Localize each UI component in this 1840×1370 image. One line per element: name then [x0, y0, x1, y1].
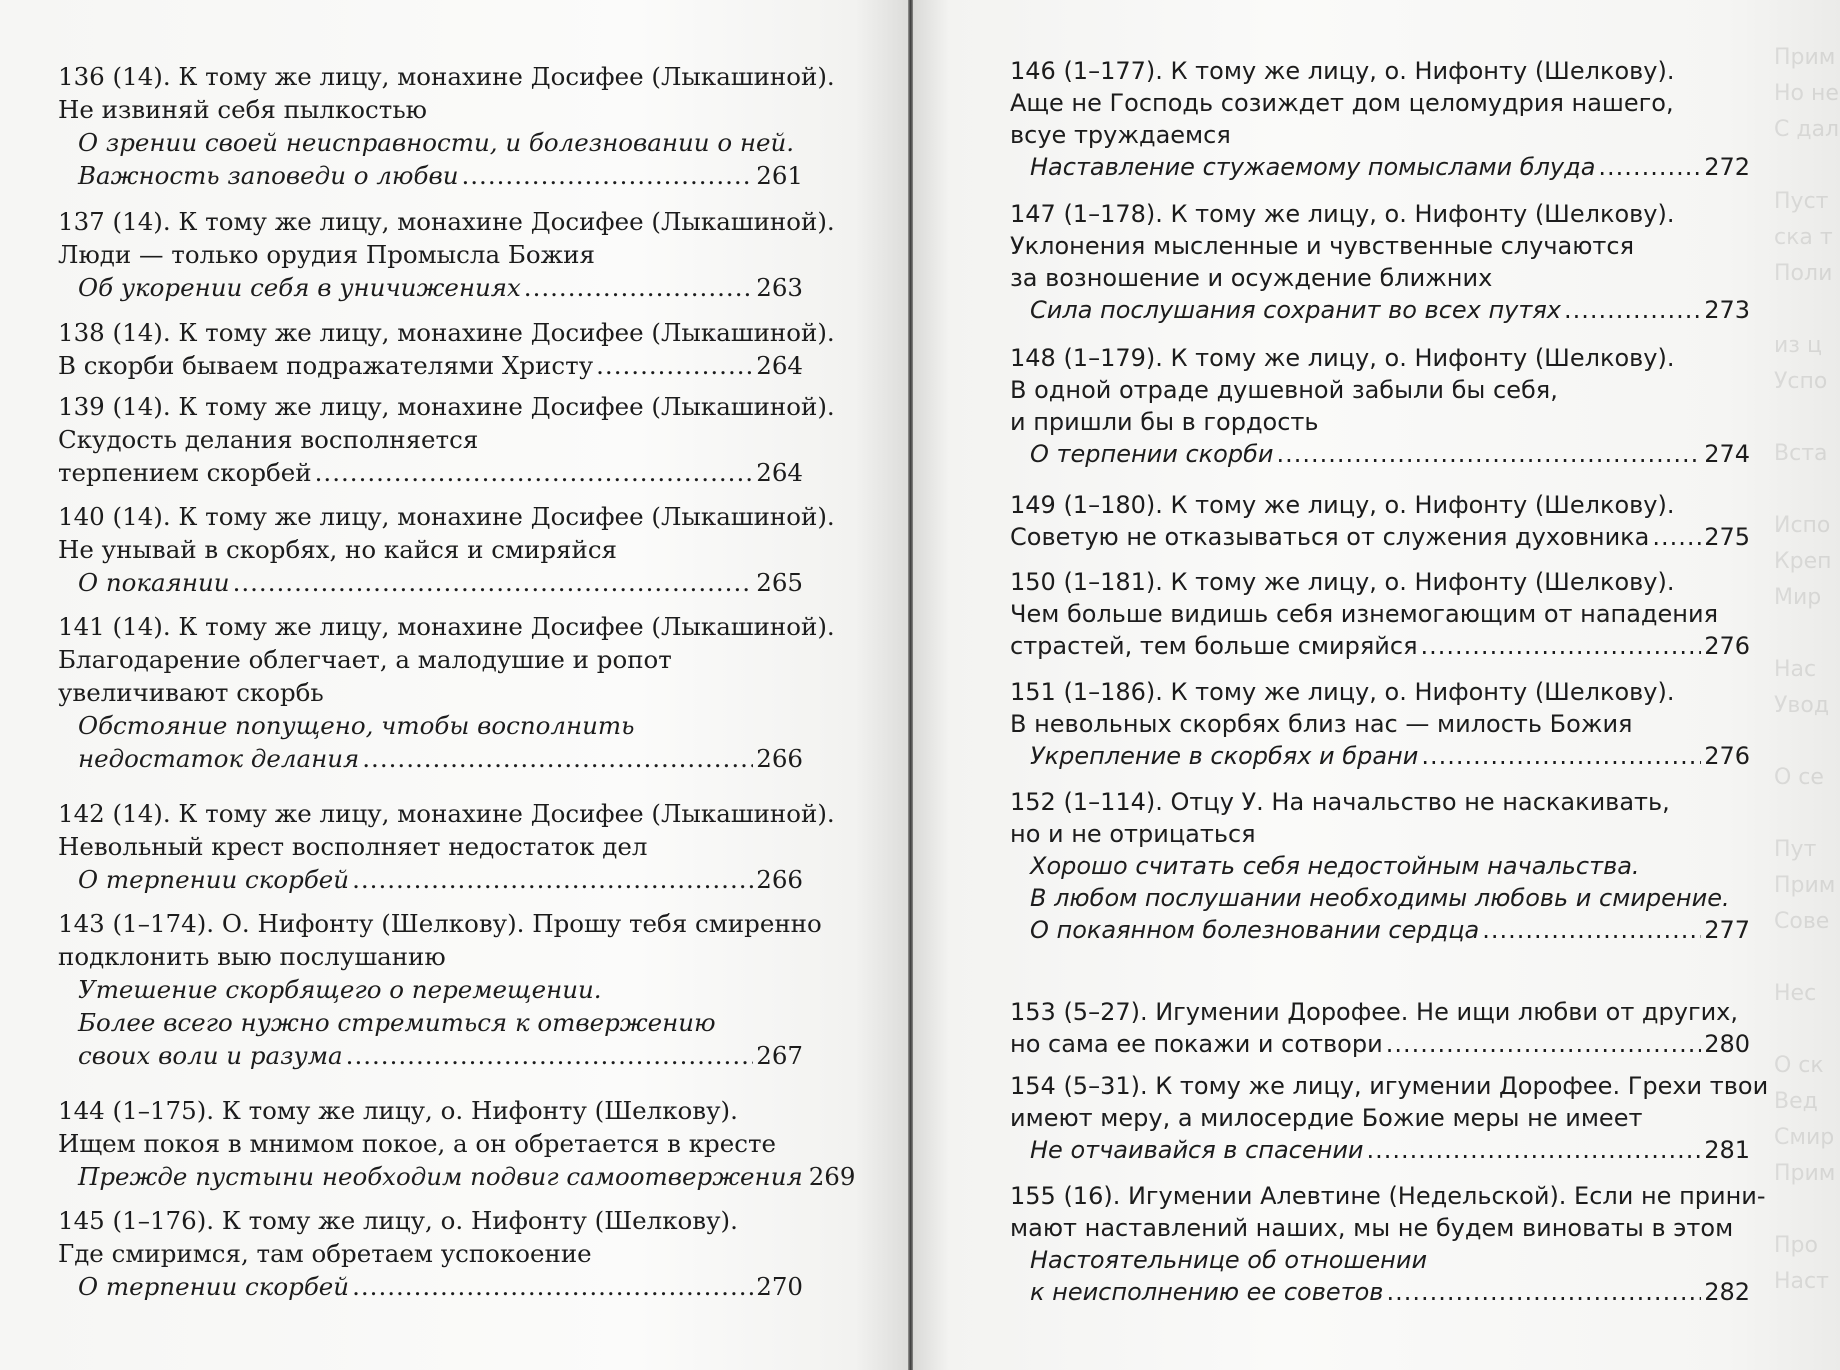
toc-line-text: О терпении скорби — [1030, 440, 1274, 468]
toc-entry-subtitle — [58, 1160, 856, 1193]
toc-line-text: О терпении скорбей — [78, 865, 350, 894]
dot-leader — [315, 456, 754, 489]
toc-entry-subtitle: О зрении своей неисправности, и болезновании о ней. — [78, 128, 795, 157]
toc-entry-subtitle — [58, 566, 803, 599]
page-number: 264 — [756, 458, 803, 487]
toc-entry-heading: 140 (14). К тому же лицу, монахине Досифее (Лыкашиной). — [58, 502, 835, 531]
toc-entry-title-line: и пришли бы в гордость — [1010, 408, 1319, 436]
toc-entry-subtitle — [58, 271, 803, 304]
toc-entry-subtitle — [1010, 914, 1750, 946]
page-number: 277 — [1704, 916, 1750, 944]
toc-entry-heading: 144 (1–175). К тому же лицу, о. Нифонту (Шелкову). — [58, 1096, 738, 1125]
dot-leader — [1386, 1028, 1702, 1060]
toc-entry-title-line: Аще не Господь созиждет дом целомудрия нашего, — [1010, 89, 1674, 117]
toc-entry-title-line: Люди — только орудия Промысла Божия — [58, 240, 595, 269]
toc-entry — [58, 500, 835, 599]
toc-entry-heading: 141 (14). К тому же лицу, монахине Досифее (Лыкашиной). — [58, 612, 835, 641]
toc-entry-title-line: В одной отраде душевной забыли бы себя, — [1010, 376, 1558, 404]
toc-entry-subtitle — [58, 1270, 803, 1303]
left-page — [0, 0, 910, 1370]
dot-leader — [1421, 740, 1701, 772]
toc-entry-title-line: Где смиримся, там обретаем успокоение — [58, 1239, 592, 1268]
page-number: 265 — [756, 568, 803, 597]
toc-entry-heading: 143 (1–174). О. Нифонту (Шелкову). Прошу тебя смиренно — [58, 909, 822, 938]
toc-entry-subtitle — [58, 1039, 803, 1072]
dot-leader — [352, 863, 753, 896]
toc-entry-title-line: Уклонения мысленные и чувственные случаются — [1010, 232, 1635, 260]
toc-entry-heading: 149 (1–180). К тому же лицу, о. Нифонту (Шелкову). — [1010, 491, 1675, 519]
toc-entry-subtitle: Настоятельнице об отношении — [1030, 1246, 1428, 1274]
toc-line-text: В скорби бываем подражателями Христу — [58, 351, 594, 380]
toc-entry-title-line: Благодарение облегчает, а малодушие и ропот — [58, 645, 672, 674]
page-number: 267 — [756, 1041, 803, 1070]
toc-entry — [1010, 342, 1750, 470]
toc-entry — [58, 907, 822, 1072]
toc-entry — [1010, 676, 1750, 772]
toc-entry-heading: 150 (1–181). К тому же лицу, о. Нифонту (Шелкову). — [1010, 568, 1675, 596]
toc-entry-title-line: В невольных скорбях близ нас — милость Божия — [1010, 710, 1633, 738]
page-number: 276 — [1704, 632, 1750, 660]
dot-leader — [596, 349, 753, 382]
page-number: 273 — [1704, 296, 1750, 324]
toc-entry-subtitle — [1010, 1134, 1750, 1166]
toc-entry-heading: 139 (14). К тому же лицу, монахине Досифее (Лыкашиной). — [58, 392, 835, 421]
toc-entry-title-line — [58, 456, 803, 489]
toc-entry-heading: 138 (14). К тому же лицу, монахине Досифее (Лыкашиной). — [58, 318, 835, 347]
toc-entry-subtitle: Обстояние попущено, чтобы восполнить — [78, 711, 635, 740]
toc-line-text: Укрепление в скорбях и брани — [1030, 742, 1419, 770]
page-number: 282 — [1704, 1278, 1750, 1306]
page-number: 280 — [1704, 1030, 1750, 1058]
toc-line-text: Прежде пустыни необходим подвиг самоотвержения — [78, 1162, 803, 1191]
toc-entry — [1010, 1180, 1766, 1308]
toc-entry — [58, 205, 835, 304]
toc-line-text: недостаток делания — [78, 744, 360, 773]
toc-entry — [1010, 489, 1750, 553]
toc-entry-subtitle: Хорошо считать себя недостойным начальства. — [1030, 852, 1640, 880]
toc-entry — [1010, 786, 1750, 946]
toc-entry-title-line: имеют меру, а милосердие Божие меры не имеет — [1010, 1104, 1643, 1132]
right-page — [912, 0, 1840, 1370]
bleed-through-text: Прим Но не С дал Пуст ска т Поли из ц Успо Вста Испо Креп Мир Нас Увод О се Пут Прим Сове Нес О ск Вед Смир Прим Про Наст — [1774, 45, 1840, 1294]
toc-entry-title-line: Не унывай в скорбях, но кайся и смиряйся — [58, 535, 618, 564]
toc-entry — [1010, 198, 1750, 326]
toc-entry-heading: 142 (14). К тому же лицу, монахине Досифее (Лыкашиной). — [58, 799, 835, 828]
toc-entry-title-line — [1010, 1028, 1750, 1060]
toc-entry — [1010, 996, 1750, 1060]
toc-entry-title-line: Не извиняй себя пылкостью — [58, 95, 427, 124]
toc-line-text: страстей, тем больше смиряйся — [1010, 632, 1418, 660]
toc-entry-title-line: мают наставлений наших, мы не будем виноваты в этом — [1010, 1214, 1734, 1242]
toc-line-text: Наставление стужаемому помыслами блуда — [1030, 153, 1596, 181]
toc-entry-title-line: подклонить выю послушанию — [58, 942, 446, 971]
toc-entry-subtitle — [58, 159, 803, 192]
page-number: 274 — [1704, 440, 1750, 468]
toc-line-text: Сила послушания сохранит во всех путях — [1030, 296, 1561, 324]
toc-line-text: терпением скорбей — [58, 458, 312, 487]
toc-line-text: О покаянном болезновании сердца — [1030, 916, 1480, 944]
dot-leader — [461, 159, 753, 192]
toc-entry-title-line — [58, 349, 803, 382]
toc-entry — [58, 60, 835, 192]
page-number: 281 — [1704, 1136, 1750, 1164]
toc-line-text: О терпении скорбей — [78, 1272, 350, 1301]
toc-entry-heading: 136 (14). К тому же лицу, монахине Досифее (Лыкашиной). — [58, 62, 835, 91]
toc-entry-subtitle — [1010, 438, 1750, 470]
toc-entry-subtitle — [58, 742, 803, 775]
dot-leader — [1652, 521, 1701, 553]
page-number: 266 — [756, 865, 803, 894]
toc-entry-title-line: Скудость делания восполняется — [58, 425, 479, 454]
dot-leader — [1564, 294, 1701, 326]
toc-entry — [58, 316, 835, 382]
dot-leader — [1482, 914, 1701, 946]
toc-entry-heading: 155 (16). Игумении Алевтине (Недельской). Если не прини- — [1010, 1182, 1766, 1210]
toc-entry-title-line — [1010, 521, 1750, 553]
page-number: 272 — [1704, 153, 1750, 181]
dot-leader — [1598, 151, 1701, 183]
toc-line-text: Не отчаивайся в спасении — [1030, 1136, 1364, 1164]
toc-entry-heading: 153 (5–27). Игумении Дорофее. Не ищи любви от других, — [1010, 998, 1738, 1026]
toc-entry-title-line: Ищем покоя в мнимом покое, а он обретается в кресте — [58, 1129, 777, 1158]
dot-leader — [1276, 438, 1701, 470]
toc-entry-heading: 151 (1–186). К тому же лицу, о. Нифонту (Шелкову). — [1010, 678, 1675, 706]
toc-line-text: к неисполнению ее советов — [1030, 1278, 1384, 1306]
toc-entry-title-line: увеличивают скорбь — [58, 678, 324, 707]
toc-line-text: Важность заповеди о любви — [78, 161, 459, 190]
toc-entry — [1010, 1070, 1769, 1166]
toc-entry-subtitle — [58, 863, 803, 896]
toc-entry-subtitle — [1010, 1276, 1750, 1308]
toc-entry — [58, 1204, 803, 1303]
toc-entry-title-line: за возношение и осуждение ближних — [1010, 264, 1493, 292]
toc-entry-heading: 152 (1–114). Отцу У. На начальство не наскакивать, — [1010, 788, 1670, 816]
page-number: 261 — [756, 161, 803, 190]
page-number: 276 — [1704, 742, 1750, 770]
page-number: 269 — [808, 1162, 856, 1191]
dot-leader — [1367, 1134, 1702, 1166]
toc-entry-title-line: всуе труждаемся — [1010, 121, 1231, 149]
toc-entry — [58, 1094, 856, 1193]
toc-entry-heading: 148 (1–179). К тому же лицу, о. Нифонту (Шелкову). — [1010, 344, 1675, 372]
dot-leader — [346, 1039, 754, 1072]
toc-line-text: О покаянии — [78, 568, 230, 597]
toc-line-text: но сама ее покажи и сотвори — [1010, 1030, 1383, 1058]
toc-entry-title-line: Невольный крест восполняет недостаток дел — [58, 832, 648, 861]
page-number: 270 — [756, 1272, 803, 1301]
toc-entry-title-line — [1010, 630, 1750, 662]
dot-leader — [233, 566, 754, 599]
dot-leader — [524, 271, 753, 304]
toc-entry-subtitle: Утешение скорбящего о перемещении. — [78, 975, 602, 1004]
toc-entry-subtitle: В любом послушании необходимы любовь и смирение. — [1030, 884, 1730, 912]
toc-entry-title-line: Чем больше видишь себя изнемогающим от нападения — [1010, 600, 1719, 628]
dot-leader — [1421, 630, 1702, 662]
toc-entry-subtitle — [1010, 294, 1750, 326]
toc-line-text: своих воли и разума — [78, 1041, 343, 1070]
dot-leader — [352, 1270, 753, 1303]
toc-entry-heading: 145 (1–176). К тому же лицу, о. Нифонту (Шелкову). — [58, 1206, 738, 1235]
page-number: 266 — [756, 744, 803, 773]
page-number: 264 — [756, 351, 803, 380]
toc-entry — [58, 390, 835, 489]
toc-entry-heading: 146 (1–177). К тому же лицу, о. Нифонту (Шелкову). — [1010, 57, 1675, 85]
toc-line-text: Советую не отказываться от служения духовника — [1010, 523, 1650, 551]
page-number: 275 — [1704, 523, 1750, 551]
toc-entry-subtitle — [1010, 740, 1750, 772]
toc-entry — [1010, 566, 1750, 662]
toc-entry-subtitle — [1010, 151, 1750, 183]
toc-entry-subtitle: Более всего нужно стремиться к отвержению — [78, 1008, 716, 1037]
toc-entry-heading: 147 (1–178). К тому же лицу, о. Нифонту (Шелкову). — [1010, 200, 1675, 228]
toc-entry — [58, 610, 835, 775]
dot-leader — [362, 742, 753, 775]
book-gutter — [908, 0, 913, 1370]
toc-entry — [1010, 55, 1750, 183]
dot-leader — [1386, 1276, 1701, 1308]
toc-entry-title-line: но и не отрицаться — [1010, 820, 1256, 848]
toc-entry-heading: 137 (14). К тому же лицу, монахине Досифее (Лыкашиной). — [58, 207, 835, 236]
toc-line-text: Об укорении себя в уничижениях — [78, 273, 521, 302]
page-number: 263 — [756, 273, 803, 302]
toc-entry — [58, 797, 835, 896]
toc-entry-heading: 154 (5–31). К тому же лицу, игумении Дорофее. Грехи твои — [1010, 1072, 1769, 1100]
